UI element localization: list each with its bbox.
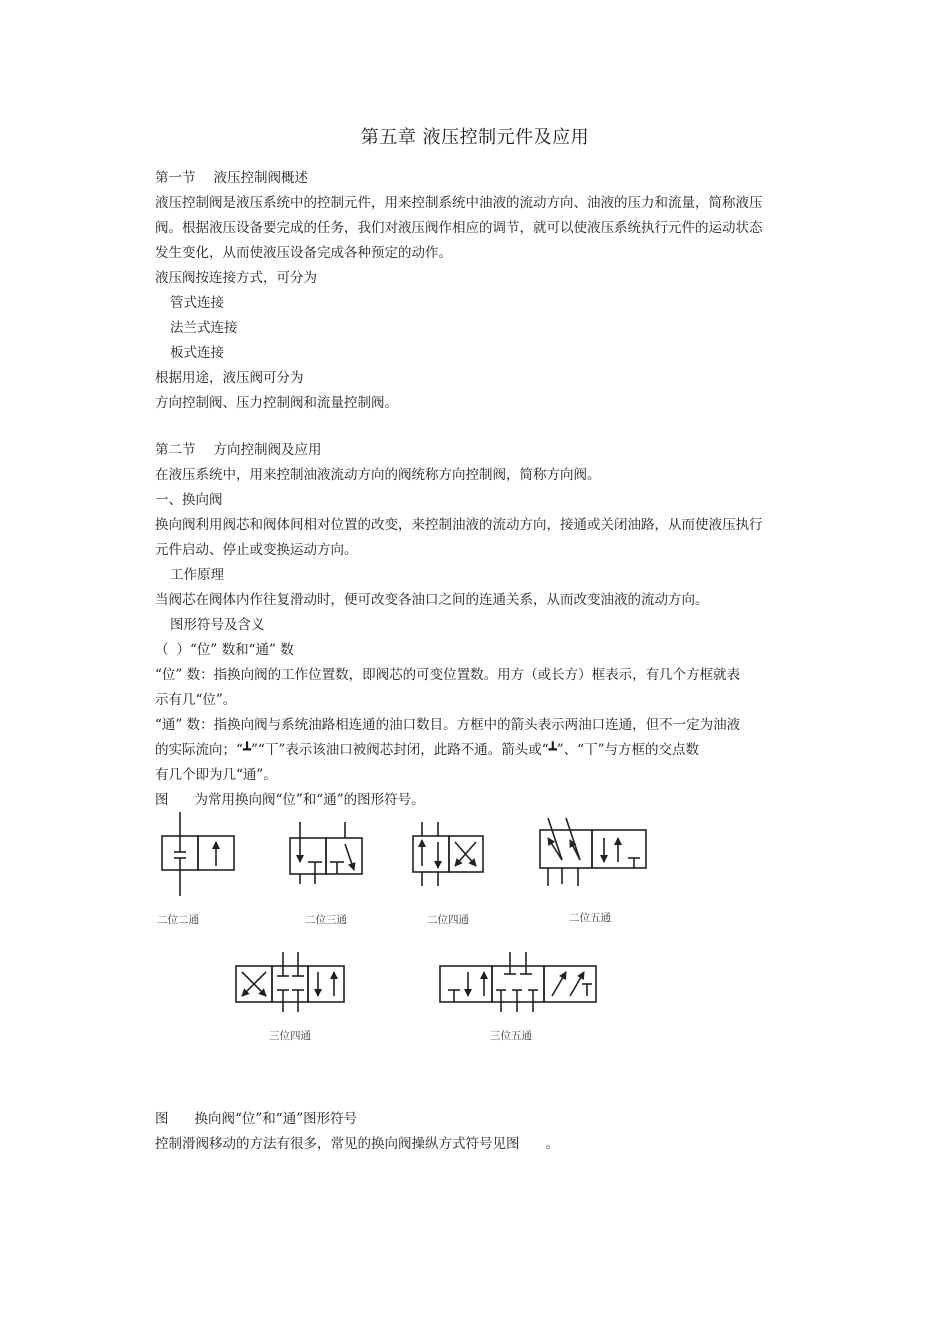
list-item: 管式连接 [170,295,224,311]
figure-reference: 图 为常用换向阀“位”和“通”的图形符号。 [155,792,425,808]
paragraph-line: 换向阀利用阀芯和阀体间相对位置的改变，来控制油液的流动方向，接通或关闭油路，从而使液压执行 [155,517,763,533]
paragraph-line: 示有几“位”。 [155,692,237,708]
chapter-title: 第五章 液压控制元件及应用 [360,127,590,148]
valve-2pos-3way-symbol [290,822,362,884]
label-2pos-5way: 二位五通 [569,912,611,924]
paragraph-line: 液压控制阀是液压系统中的控制元件，用来控制系统中油液的流动方向、油液的压力和流量，简称液压 [155,195,763,211]
figure-caption: 图 换向阀“位”和“通”图形符号 [155,1111,358,1127]
paragraph-line: 有几个即为几“通”。 [155,767,277,783]
paragraph-line: 当阀芯在阀体内作往复滑动时，便可改变各油口之间的连通关系，从而改变油液的流动方向。 [155,592,709,608]
paragraph-line: 元件启动、停止或变换运动方向。 [155,542,358,558]
label-2pos-3way: 二位三通 [305,914,347,926]
label-2pos-2way: 二位二通 [157,914,199,926]
last-paragraph: 控制滑阀移动的方法有很多，常见的换向阀操纵方式符号见图 。 [155,1136,559,1152]
label-2pos-4way: 二位四通 [427,914,469,926]
principle-title: 工作原理 [170,567,224,583]
subsection-heading: 一、换向阀 [155,492,223,508]
symbol-title: 图形符号及含义 [170,617,265,633]
usage-list: 方向控制阀、压力控制阀和流量控制阀。 [155,395,398,411]
valve-2pos-2way-symbol [162,812,234,896]
list-item: 板式连接 [170,345,224,361]
paragraph-line: “通” 数：指换向阀与系统油路相连通的油口数目。方框中的箭头表示两油口连通，但不一定为油液 [155,717,741,733]
valve-2pos-4way-symbol [413,822,483,886]
wei-tong-title: （ ）“位” 数和“通” 数 [155,642,294,658]
valve-2pos-5way-symbol [540,818,646,886]
valve-3pos-4way-symbol [236,952,344,1012]
label-3pos-5way: 三位五通 [490,1030,532,1042]
usage-intro: 根据用途，液压阀可分为 [155,370,304,386]
paragraph-line: 的实际流向；“┻”“丅”表示该油口被阀芯封闭，此路不通。箭头或“┻”、“丅”与方框的交点数 [155,742,699,758]
paragraph-line: “位” 数：指换向阀的工作位置数，即阀芯的可变位置数。用方（或长方）框表示，有几个方框就表 [155,667,741,683]
connection-intro: 液压阀按连接方式，可分为 [155,270,317,286]
section2-heading: 第二节 方向控制阀及应用 [155,442,322,458]
paragraph-line: 发生变化，从而使液压设备完成各种预定的动作。 [155,245,452,261]
label-3pos-4way: 三位四通 [269,1030,311,1042]
list-item: 法兰式连接 [170,320,238,336]
valve-3pos-5way-symbol [440,952,596,1012]
paragraph-line: 阀。根据液压设备要完成的任务，我们对液压阀作相应的调节，就可以使液压系统执行元件的运动状态 [155,220,763,236]
paragraph-line: 在液压系统中，用来控制油液流动方向的阀统称方向控制阀，简称方向阀。 [155,467,601,483]
section1-heading: 第一节 液压控制阀概述 [155,170,308,186]
